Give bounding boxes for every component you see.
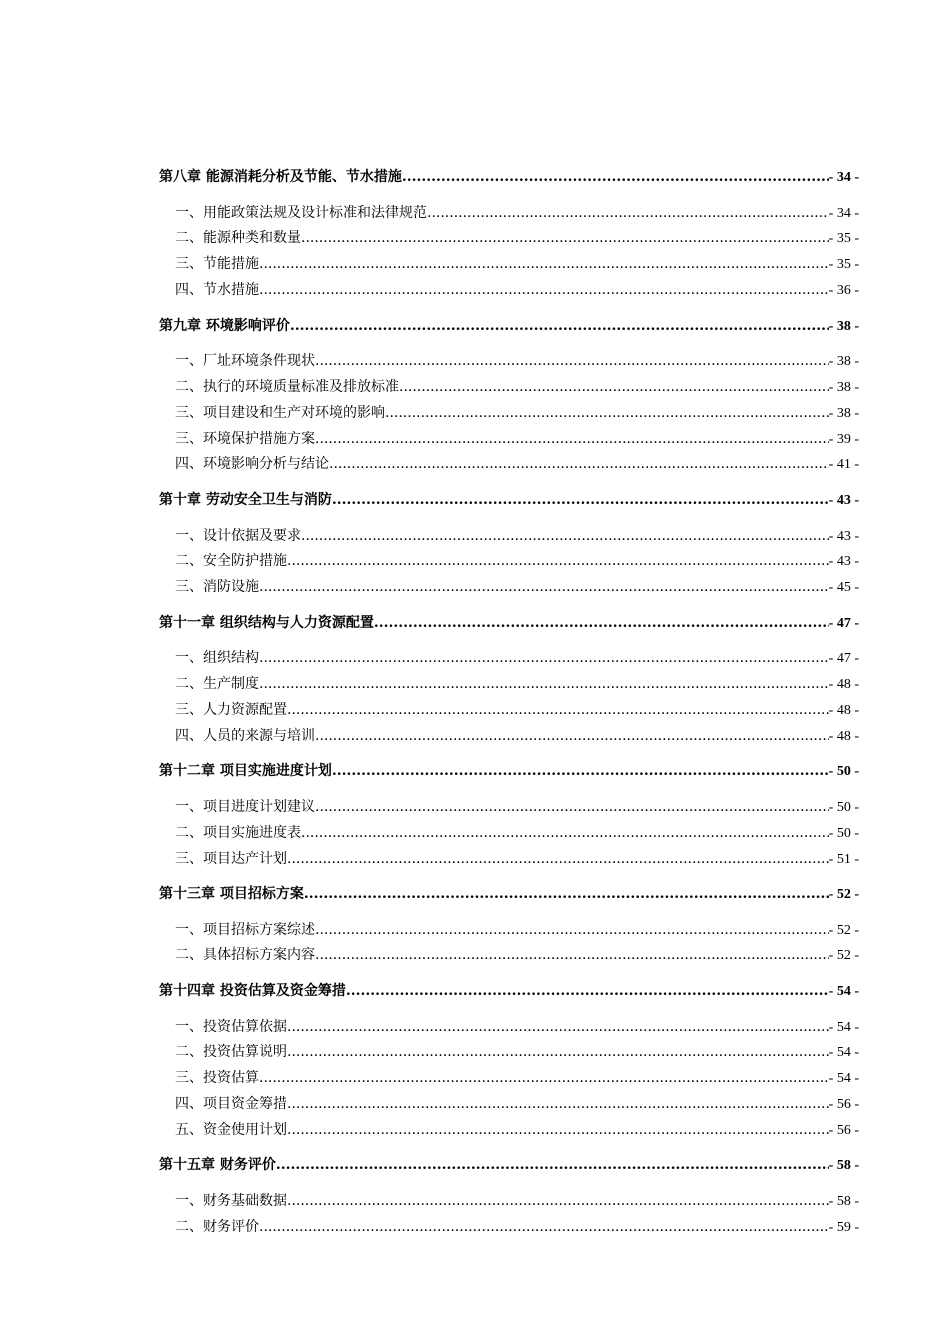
section-title: 一、组织结构	[175, 650, 259, 667]
page-number: - 59 -	[828, 1219, 859, 1235]
toc-section-entry[interactable]	[159, 226, 859, 252]
toc-chapter-entry[interactable]	[159, 979, 859, 1005]
section-title: 四、环境影响分析与结论	[175, 456, 329, 473]
dot-leader	[304, 882, 829, 907]
section-title: 一、财务基础数据	[175, 1193, 287, 1210]
toc-section-entry[interactable]	[159, 1066, 859, 1092]
page-number: - 52 -	[828, 948, 859, 964]
dot-leader	[315, 427, 829, 452]
page-number: - 35 -	[828, 257, 859, 273]
dot-leader	[332, 488, 829, 513]
dot-leader	[301, 226, 829, 251]
section-title: 一、厂址环境条件现状	[175, 353, 315, 370]
section-title: 三、消防设施	[175, 579, 259, 596]
toc-section-entry[interactable]	[159, 698, 859, 724]
toc-section-entry[interactable]	[159, 672, 859, 698]
dot-leader	[315, 795, 829, 820]
toc-section-entry[interactable]	[159, 524, 859, 550]
dot-leader	[276, 1153, 829, 1178]
toc-section-entry[interactable]	[159, 201, 859, 227]
dot-leader	[402, 165, 829, 190]
dot-leader	[287, 847, 829, 872]
page-number: - 36 -	[828, 282, 859, 298]
page-number: - 34 -	[828, 205, 859, 221]
toc-section-entry[interactable]	[159, 1040, 859, 1066]
toc-section-entry[interactable]	[159, 821, 859, 847]
section-title: 三、环境保护措施方案	[175, 430, 315, 447]
dot-leader	[315, 724, 829, 749]
page-number: - 50 -	[828, 825, 859, 841]
toc-section-entry[interactable]	[159, 724, 859, 750]
toc-section-entry[interactable]	[159, 252, 859, 278]
table-of-contents	[159, 165, 859, 1241]
dot-leader	[259, 646, 829, 671]
section-title: 四、节水措施	[175, 281, 259, 298]
page-number: - 34 -	[828, 170, 859, 185]
dot-leader	[259, 575, 829, 600]
section-title: 四、项目资金筹措	[175, 1096, 287, 1113]
page-number: - 48 -	[828, 677, 859, 693]
toc-section-entry[interactable]	[159, 375, 859, 401]
dot-leader	[259, 1215, 829, 1240]
chapter-title: 第十五章 财务评价	[159, 1157, 276, 1174]
page-number: - 58 -	[828, 1194, 859, 1210]
dot-leader	[287, 1015, 829, 1040]
section-title: 三、投资估算	[175, 1070, 259, 1087]
toc-section-entry[interactable]	[159, 549, 859, 575]
toc-section-entry[interactable]	[159, 1215, 859, 1241]
section-title: 二、具体招标方案内容	[175, 947, 315, 964]
dot-leader	[385, 401, 829, 426]
dot-leader	[287, 1118, 829, 1143]
section-title: 三、项目建设和生产对环境的影响	[175, 404, 385, 421]
toc-section-entry[interactable]	[159, 401, 859, 427]
dot-leader	[287, 549, 829, 574]
dot-leader	[287, 1189, 829, 1214]
page-number: - 35 -	[828, 231, 859, 247]
dot-leader	[315, 943, 829, 968]
toc-section-entry[interactable]	[159, 349, 859, 375]
chapter-title: 第十四章 投资估算及资金筹措	[159, 983, 346, 1000]
page-number: - 54 -	[828, 984, 859, 1000]
dot-leader	[346, 979, 829, 1004]
section-title: 三、项目达产计划	[175, 850, 287, 867]
chapter-title: 第十二章 项目实施进度计划	[159, 763, 332, 780]
toc-section-entry[interactable]	[159, 1015, 859, 1041]
section-title: 四、人员的来源与培训	[175, 727, 315, 744]
toc-chapter-entry[interactable]	[159, 611, 859, 637]
chapter-title: 第十三章 项目招标方案	[159, 886, 304, 903]
toc-section-entry[interactable]	[159, 427, 859, 453]
section-title: 一、用能政策法规及设计标准和法律规范	[175, 204, 427, 221]
section-title: 一、投资估算依据	[175, 1018, 287, 1035]
dot-leader	[287, 1040, 829, 1065]
dot-leader	[374, 611, 829, 636]
page-number: - 54 -	[828, 1071, 859, 1087]
section-title: 二、安全防护措施	[175, 553, 287, 570]
dot-leader	[427, 201, 829, 226]
dot-leader	[259, 1066, 829, 1091]
toc-section-entry[interactable]	[159, 1118, 859, 1144]
toc-section-entry[interactable]	[159, 278, 859, 304]
page-number: - 48 -	[828, 702, 859, 718]
chapter-title: 第十章 劳动安全卫生与消防	[159, 491, 332, 508]
toc-section-entry[interactable]	[159, 918, 859, 944]
dot-leader	[301, 821, 829, 846]
chapter-title: 第八章 能源消耗分析及节能、节水措施	[159, 169, 402, 185]
toc-section-entry[interactable]	[159, 795, 859, 821]
dot-leader	[332, 759, 829, 784]
page-number: - 50 -	[828, 764, 859, 780]
page-number: - 50 -	[828, 799, 859, 815]
page-number: - 43 -	[828, 554, 859, 570]
page-number: - 56 -	[828, 1122, 859, 1138]
dot-leader	[329, 452, 829, 477]
toc-chapter-entry[interactable]	[159, 488, 859, 514]
page-number: - 52 -	[828, 922, 859, 938]
page-number: - 45 -	[828, 580, 859, 596]
page-number: - 38 -	[828, 405, 859, 421]
dot-leader	[287, 1092, 829, 1117]
page-number: - 43 -	[828, 528, 859, 544]
chapter-title: 第九章 环境影响评价	[159, 317, 290, 334]
dot-leader	[315, 918, 829, 943]
dot-leader	[287, 698, 829, 723]
toc-section-entry[interactable]	[159, 1092, 859, 1118]
page-number: - 56 -	[828, 1097, 859, 1113]
page-number: - 38 -	[828, 379, 859, 395]
page-number: - 51 -	[828, 851, 859, 867]
toc-chapter-entry[interactable]	[159, 165, 859, 191]
dot-leader	[259, 672, 829, 697]
section-title: 二、投资估算说明	[175, 1044, 287, 1061]
dot-leader	[290, 314, 829, 339]
page-number: - 47 -	[828, 615, 859, 631]
dot-leader	[315, 349, 829, 374]
page-number: - 38 -	[828, 354, 859, 370]
page-number: - 54 -	[828, 1045, 859, 1061]
dot-leader	[301, 524, 829, 549]
page-number: - 47 -	[828, 651, 859, 667]
section-title: 一、项目招标方案综述	[175, 921, 315, 938]
page-number: - 39 -	[828, 431, 859, 447]
page-number: - 52 -	[828, 887, 859, 903]
dot-leader	[399, 375, 829, 400]
toc-section-entry[interactable]	[159, 943, 859, 969]
section-title: 二、项目实施进度表	[175, 824, 301, 841]
page-number: - 41 -	[828, 457, 859, 473]
page-number: - 54 -	[828, 1019, 859, 1035]
section-title: 二、能源种类和数量	[175, 230, 301, 247]
section-title: 二、财务评价	[175, 1218, 259, 1235]
section-title: 三、节能措施	[175, 256, 259, 273]
dot-leader	[259, 252, 829, 277]
toc-section-entry[interactable]	[159, 646, 859, 672]
page-number: - 43 -	[828, 492, 859, 508]
section-title: 一、设计依据及要求	[175, 527, 301, 544]
toc-section-entry[interactable]	[159, 1189, 859, 1215]
dot-leader	[259, 278, 829, 303]
toc-section-entry[interactable]	[159, 575, 859, 601]
toc-chapter-entry[interactable]	[159, 1153, 859, 1179]
toc-section-entry[interactable]	[159, 452, 859, 478]
section-title: 二、生产制度	[175, 676, 259, 693]
toc-chapter-entry[interactable]	[159, 759, 859, 785]
toc-section-entry[interactable]	[159, 847, 859, 873]
chapter-title: 第十一章 组织结构与人力资源配置	[159, 614, 374, 631]
toc-chapter-entry[interactable]	[159, 314, 859, 340]
section-title: 二、执行的环境质量标准及排放标准	[175, 378, 399, 395]
toc-chapter-entry[interactable]	[159, 882, 859, 908]
page-number: - 58 -	[828, 1158, 859, 1174]
page-number: - 38 -	[828, 318, 859, 334]
section-title: 一、项目进度计划建议	[175, 798, 315, 815]
section-title: 三、人力资源配置	[175, 701, 287, 718]
page-number: - 48 -	[828, 728, 859, 744]
section-title: 五、资金使用计划	[175, 1121, 287, 1138]
